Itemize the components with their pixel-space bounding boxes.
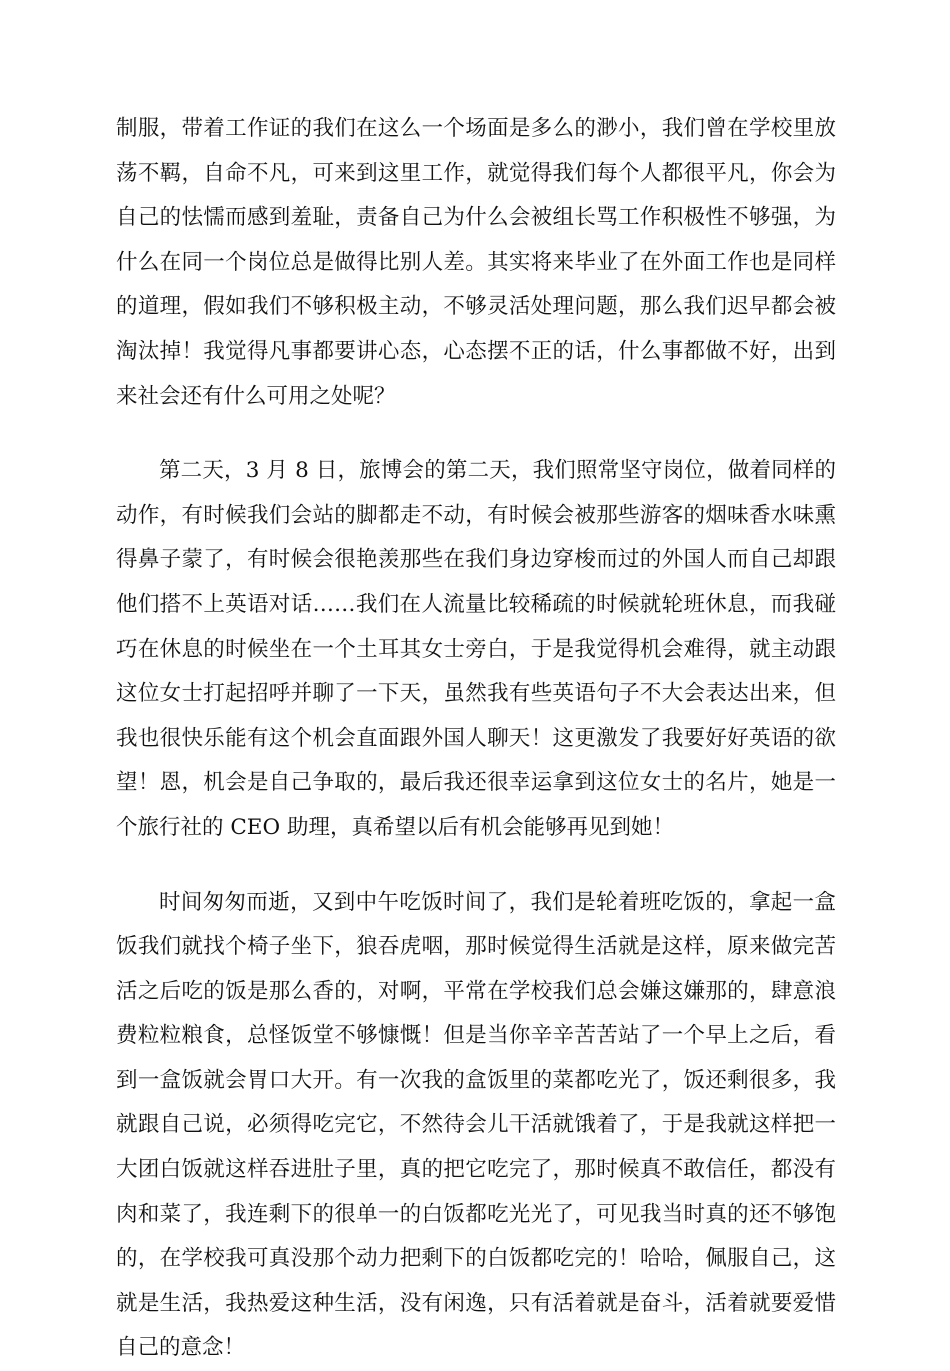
paragraph-day-two: 第二天，3 月 8 日，旅博会的第二天，我们照常坚守岗位，做着同样的动作，有时候我们会站的脚都走不动，有时候会被那些游客的烟味香水味熏得鼻子蒙了，有时候会很艳羡那些在我们身边穿梭而过的外国人而自己却跟他们搭不上英语对话……我们在人流量比较稀疏的时候就轮班休息，而我碰巧在休息的时候坐在一个土耳其女士旁白，于是我觉得机会难得，就主动跟这位女士打起招呼并聊了一下天，虽然我有些英语句子不大会表达出来，但我也很快乐能有这个机会直面跟外国人聊天！这更激发了我要好好英语的欲望！恩，机会是自己争取的，最后我还很幸运拿到这位女士的名片，她是一个旅行社的 CEO 助理，真希望以后有机会能够再见到她！ <box>116 449 836 850</box>
document-body <box>116 107 836 1371</box>
paragraph-lunch: 时间匆匆而逝，又到中午吃饭时间了，我们是轮着班吃饭的，拿起一盒饭我们就找个椅子坐下，狼吞虎咽，那时候觉得生活就是这样，原来做完苦活之后吃的饭是那么香的，对啊，平常在学校我们总会嫌这嫌那的，肆意浪费粒粒粮食，总怪饭堂不够慷慨！但是当你辛辛苦苦站了一个早上之后，看到一盒饭就会胃口大开。有一次我的盒饭里的菜都吃光了，饭还剩很多，我就跟自己说，必须得吃完它，不然待会儿干活就饿着了，于是我就这样把一大团白饭就这样吞进肚子里，真的把它吃完了，那时候真不敢信任，都没有肉和菜了，我连剩下的很单一的白饭都吃光光了，可见我当时真的还不够饱的，在学校我可真没那个动力把剩下的白饭都吃完的！哈哈，佩服自己，这就是生活，我热爱这种生活，没有闲逸，只有活着就是奋斗，活着就要爱惜自己的意念！ <box>116 881 836 1371</box>
paragraph-continuation: 制服，带着工作证的我们在这么一个场面是多么的渺小，我们曾在学校里放荡不羁，自命不凡，可来到这里工作，就觉得我们每个人都很平凡，你会为自己的怯懦而感到羞耻，责备自己为什么会被组长骂工作积极性不够强，为什么在同一个岗位总是做得比别人差。其实将来毕业了在外面工作也是同样的道理，假如我们不够积极主动，不够灵活处理问题，那么我们迟早都会被淘汰掉！我觉得凡事都要讲心态，心态摆不正的话，什么事都做不好，出到来社会还有什么可用之处呢？ <box>116 107 836 419</box>
